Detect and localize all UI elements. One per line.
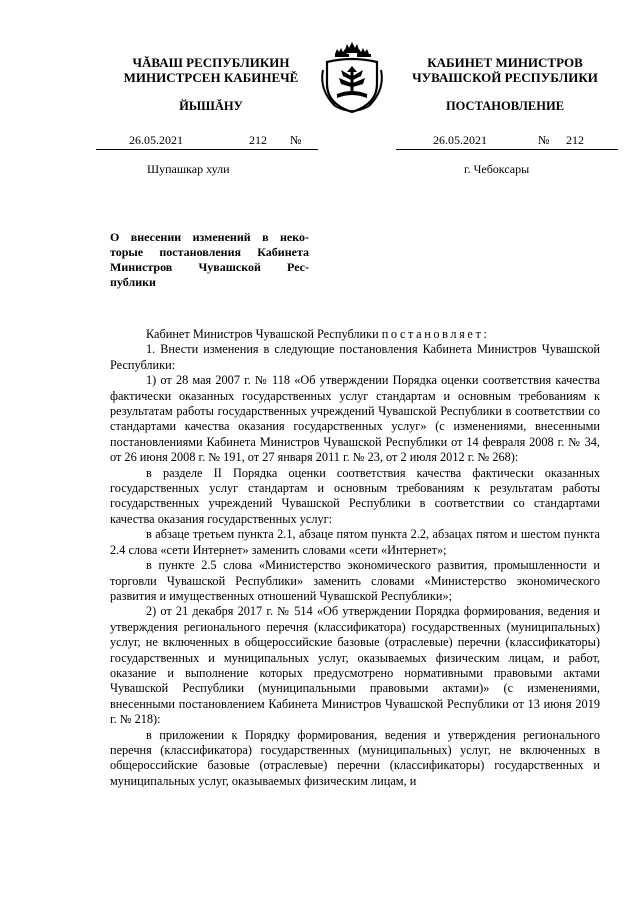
- dateline-chuvash: [96, 133, 318, 150]
- header-russian-line2: ЧУВАШСКОЙ РЕСПУБЛИКИ: [412, 70, 598, 85]
- decree-body: [110, 327, 600, 789]
- date-chuvash: 26.05.2021: [129, 133, 183, 147]
- body-intro: [110, 327, 600, 342]
- header-russian: [394, 55, 616, 113]
- header-chuvash-line2: МИНИСТРСЕН КАБИНЕЧĚ: [123, 70, 299, 85]
- header-chuvash: [100, 55, 322, 113]
- intro-text: Кабинет Министров Чувашской Республики: [146, 327, 382, 341]
- doc-type-chuvash: ЙЫШĂНУ: [179, 99, 243, 113]
- number-sign-russian: №: [538, 133, 550, 147]
- subject-line: публики: [110, 275, 156, 289]
- body-paragraph: 1) от 28 мая 2007 г. № 118 «Об утверждении Порядка оценки соответствия качества фактически оказанных государственных услуг стандартам и основным требованиям к результатам работы государственных учреждений Чувашской Республики в соответствии со стандартами качества оказания государственных услуг» (с изменениями, внесенными постановлениями Кабинета Министров Чувашской Республики от 14 февраля 2008 г. № 34, от 26 июня 2008 г. № 191, от 27 января 2011 г. № 23, от 2 июля 2012 г. № 268):: [110, 373, 600, 465]
- city-russian: г. Чебоксары: [464, 162, 530, 176]
- doc-type-russian: ПОСТАНОВЛЕНИЕ: [445, 99, 565, 113]
- intro-resolves: постановляет:: [381, 327, 490, 341]
- header-chuvash-line1: ЧĂВАШ РЕСПУБЛИКИН: [132, 55, 290, 70]
- header-russian-line1: КАБИНЕТ МИНИСТРОВ: [427, 55, 583, 70]
- body-paragraph: в разделе II Порядка оценки соответствия качества фактически оказанных государственных услуг стандартам и основным требованиям к результатам работы государственных учреждений Чувашской Республики в соответствии со стандартами качества оказания государственных услуг:: [110, 465, 600, 526]
- decree-subject: [110, 230, 309, 290]
- body-paragraph: в приложении к Порядку формирования, ведения и утверждения регионального перечня (классификатора) государственных (муниципальных) услуг, не включенных в общероссийские базовые (отраслевые) перечни (классификаторы) государственных и муниципальных услуг, оказываемых физическим лицам, и: [110, 727, 600, 788]
- body-paragraph: 1. Внести изменения в следующие постановления Кабинета Министров Чувашской Республики:: [110, 342, 600, 372]
- city-chuvash: Шупашкар хули: [147, 162, 230, 176]
- chuvash-coat-of-arms-icon: [315, 40, 389, 118]
- body-paragraph: в абзаце третьем пункта 2.1, абзаце пятом пункта 2.2, абзацах пятом и шестом пункта 2.4 слова «сети Интернет» заменить словами «сети «Интернет»;: [110, 527, 600, 557]
- subject-line: Министров Чувашской Рес-: [110, 260, 309, 274]
- body-paragraph: в пункте 2.5 слова «Министерство экономического развития, промышленности и торговли Чувашской Республики» заменить словами «Министерство экономического развития и имущественных отношений Чувашской Республики»;: [110, 558, 600, 603]
- dateline-russian: [396, 133, 618, 150]
- number-chuvash: 212: [249, 133, 267, 147]
- number-sign-chuvash: №: [290, 133, 302, 147]
- body-paragraph: 2) от 21 декабря 2017 г. № 514 «Об утверждении Порядка формирования, ведения и утверждения регионального перечня (классификатора) государственных (муниципальных) услуг, не включенных в общероссийские базовые (отраслевые) перечни (классификаторы) государственных и муниципальных услуг, оказываемых физическим лицам, и работ, оказание и выполнение которых предусмотрено нормативными правовыми актами Чувашской Республики (муниципальными правовыми актами)» (с изменениями, внесенными постановлением Кабинета Министров Чувашской Республики от 13 июня 2019 г. № 218):: [110, 604, 600, 727]
- number-russian: 212: [566, 133, 584, 147]
- subject-line: О внесении изменений в неко-: [110, 230, 309, 244]
- subject-line: торые постановления Кабинета: [110, 245, 309, 259]
- date-russian: 26.05.2021: [433, 133, 487, 147]
